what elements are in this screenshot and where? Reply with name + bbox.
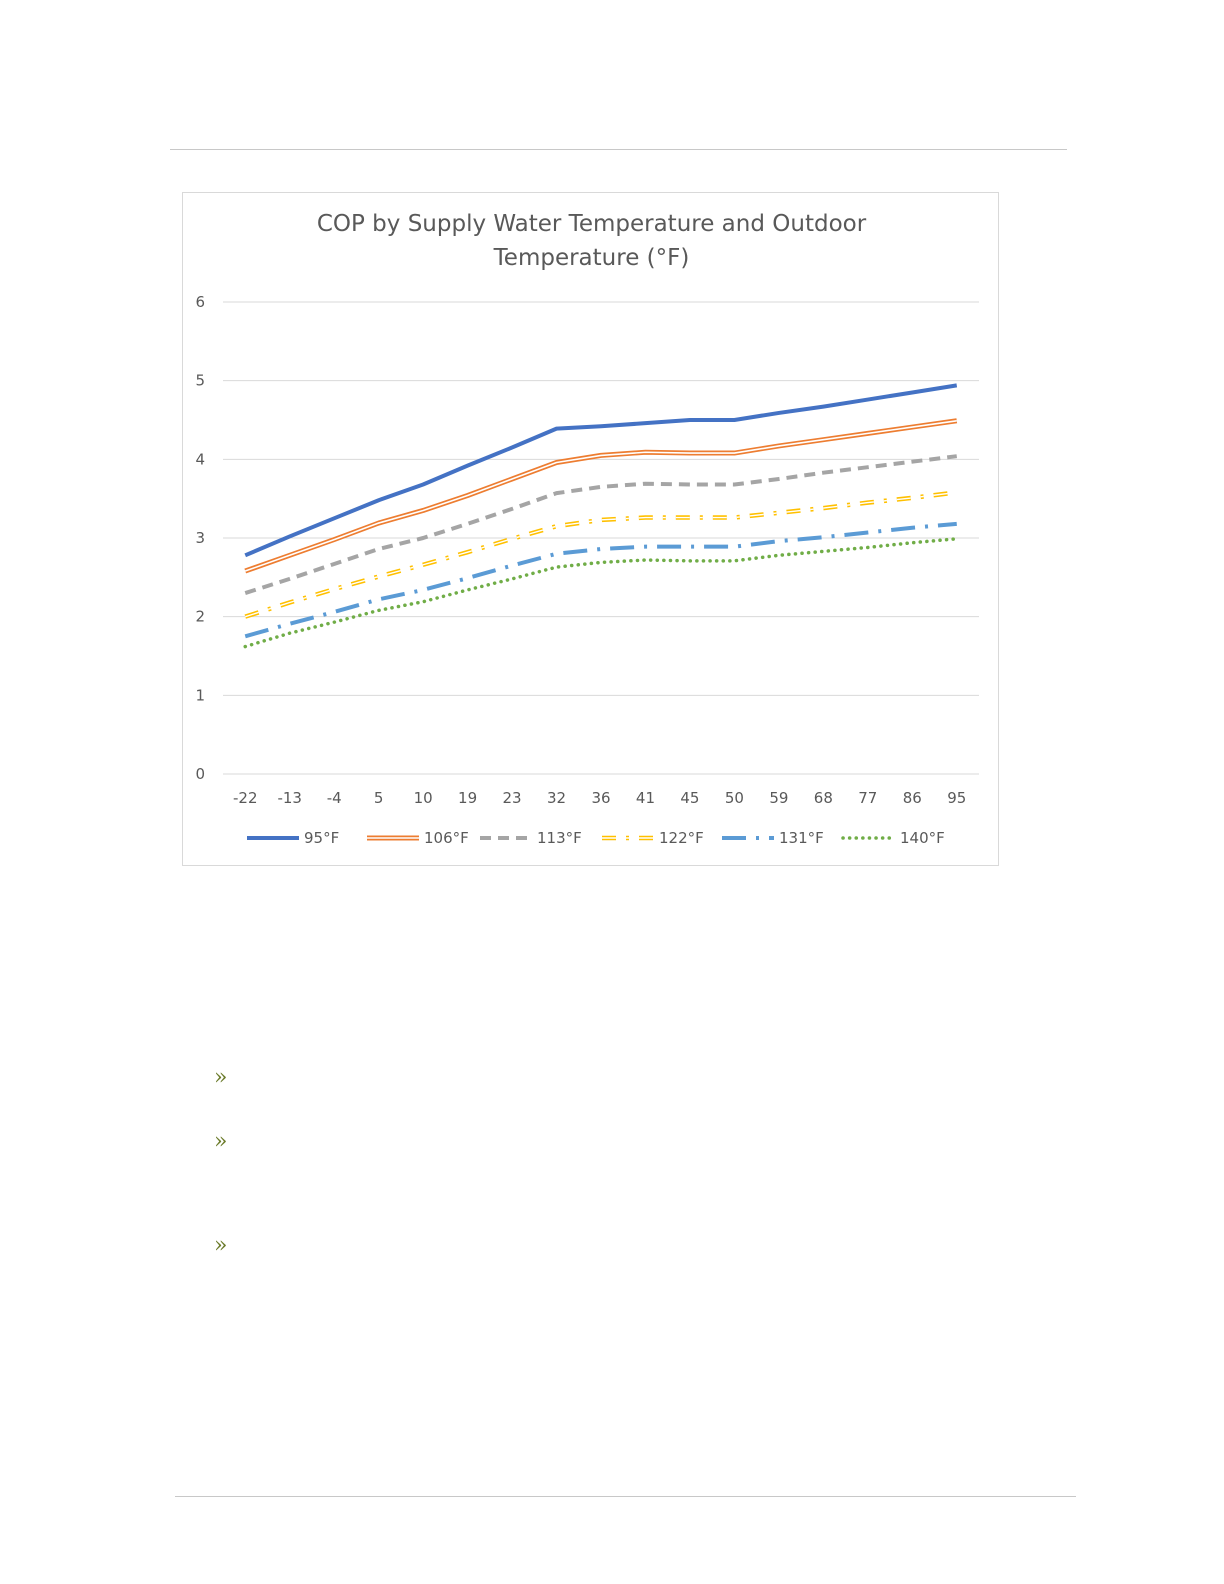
header-rule [170,149,1067,150]
legend-label: 95°F [304,829,340,847]
x-tick-label: -13 [277,789,302,807]
x-tick-label: -22 [232,789,258,807]
x-tick-label: 45 [680,789,700,807]
y-tick-label: 1 [195,686,205,705]
y-tick-label: 5 [195,371,205,390]
series-line-131F [245,524,957,636]
chart-title-line-1: COP by Supply Water Temperature and Outdoor [316,211,867,237]
x-tick-label: 95 [947,789,967,807]
legend-label: 113°F [537,829,582,847]
series-line-106F [245,421,957,571]
x-tick-label: 50 [724,789,744,807]
bullet-marker-3: » [214,1233,228,1258]
x-tick-label: 19 [458,789,478,807]
chart-title-line-2: Temperature (°F) [493,245,690,271]
bullet-marker-1: » [214,1065,228,1090]
x-tick-label: 32 [546,789,567,807]
y-tick-label: 4 [195,450,205,469]
legend-label: 122°F [659,829,704,847]
x-tick-label: 23 [502,789,522,807]
x-tick-label: 41 [635,789,656,807]
legend-label: 131°F [779,829,824,847]
x-tick-label: 68 [813,789,833,807]
y-tick-label: 3 [195,529,205,547]
legend-label: 106°F [424,829,469,847]
bullet-marker-2: » [214,1129,228,1154]
y-tick-label: 0 [195,765,205,783]
x-tick-label: 5 [373,789,384,807]
series-line-113F [245,456,957,593]
x-tick-label: -4 [326,789,342,807]
x-tick-label: 86 [902,789,922,807]
x-tick-label: 36 [591,789,611,807]
series-line-140F [245,539,957,647]
y-tick-label: 6 [195,293,205,311]
legend-label: 140°F [900,829,945,847]
x-tick-label: 77 [858,789,878,807]
series-line-106F-inner [245,421,957,571]
line-chart [183,193,1000,867]
x-tick-label: 10 [413,789,433,807]
y-tick-label: 2 [195,607,205,626]
x-tick-label: 59 [769,789,789,807]
chart-frame [182,192,999,866]
footer-rule [175,1496,1076,1497]
